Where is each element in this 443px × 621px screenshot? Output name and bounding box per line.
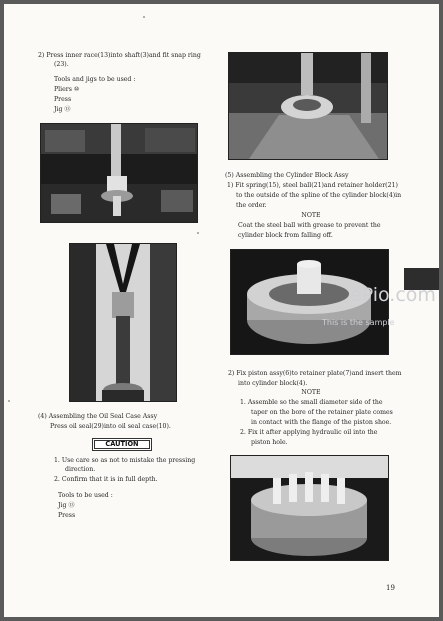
speck <box>197 232 199 234</box>
section5-step1-line3: the order. <box>236 202 267 209</box>
photo-piston-assy <box>230 455 389 561</box>
photo-shaft-press <box>40 123 198 223</box>
section5-note-label: NOTE <box>301 212 321 219</box>
section5-step1-line2: to the outside of the spline of the cylinder block(4)in <box>236 192 402 199</box>
manual-page <box>4 4 439 617</box>
watermark-brand: ePio.com <box>350 284 436 306</box>
step2b-item2-line1: 2. Fix it after applying hydraulic oil into the <box>240 429 378 436</box>
step2b-item1-line3: in contact with the flange of the piston shoe. <box>251 419 392 426</box>
step2-line2: (23). <box>54 61 69 68</box>
section4-item2: 2. Confirm that it is in full depth. <box>54 476 158 483</box>
speck <box>143 16 145 18</box>
step2-tools-heading: Tools and jigs to be used : <box>54 76 136 83</box>
section4-line1: Press oil seal(29)into oil seal case(10). <box>50 423 171 430</box>
section5-step1-line1: 1) Fit spring(15), steel ball(21)and retainer holder(21) <box>227 182 398 189</box>
step2b-item1-line1: 1. Assemble so the small diameter side of the <box>240 399 383 406</box>
section5-heading: (5) Assembling the Cylinder Block Assy <box>225 172 349 179</box>
section4-tool-press: Press <box>58 512 76 519</box>
caution-box <box>92 438 152 451</box>
step2b-item1-line2: taper on the bore of the retainer plate comes <box>251 409 393 416</box>
step2-tool-pliers: Pliers ⑩ <box>54 86 80 93</box>
speck <box>8 400 10 402</box>
section4-tool-jig: Jig ⑬ <box>58 502 75 509</box>
photo-snap-ring-pliers <box>69 243 177 402</box>
step2-tool-jig: Jig ⑬ <box>54 106 71 113</box>
section5-note-line1: Coat the steel ball with grease to prevent the <box>238 222 381 229</box>
section4-item1-line2: direction. <box>65 466 96 473</box>
step2b-line1: 2) Fix piston assy(6)to retainer plate(7)and insert them <box>228 370 402 377</box>
page-number: 19 <box>386 584 395 592</box>
watermark-sample: This is the sample <box>322 318 395 327</box>
section5-note-line2: cylinder block from falling off. <box>238 232 333 239</box>
photo-press-fixture <box>228 52 388 160</box>
step2-line1: 2) Press inner race(13)into shaft(3)and fit snap ring <box>38 52 201 59</box>
caution-label: CAUTION <box>94 440 150 449</box>
step2-tool-press: Press <box>54 96 72 103</box>
step2b-note-label: NOTE <box>301 389 321 396</box>
section4-tools-heading: Tools to be used : <box>58 492 113 499</box>
section4-item1-line1: 1. Use care so as not to mistake the pressing <box>54 457 196 464</box>
section4-heading: (4) Assembling the Oil Seal Case Assy <box>38 413 158 420</box>
step2b-item2-line2: piston hole. <box>251 439 288 446</box>
step2b-line2: into cylinder block(4). <box>238 380 308 387</box>
